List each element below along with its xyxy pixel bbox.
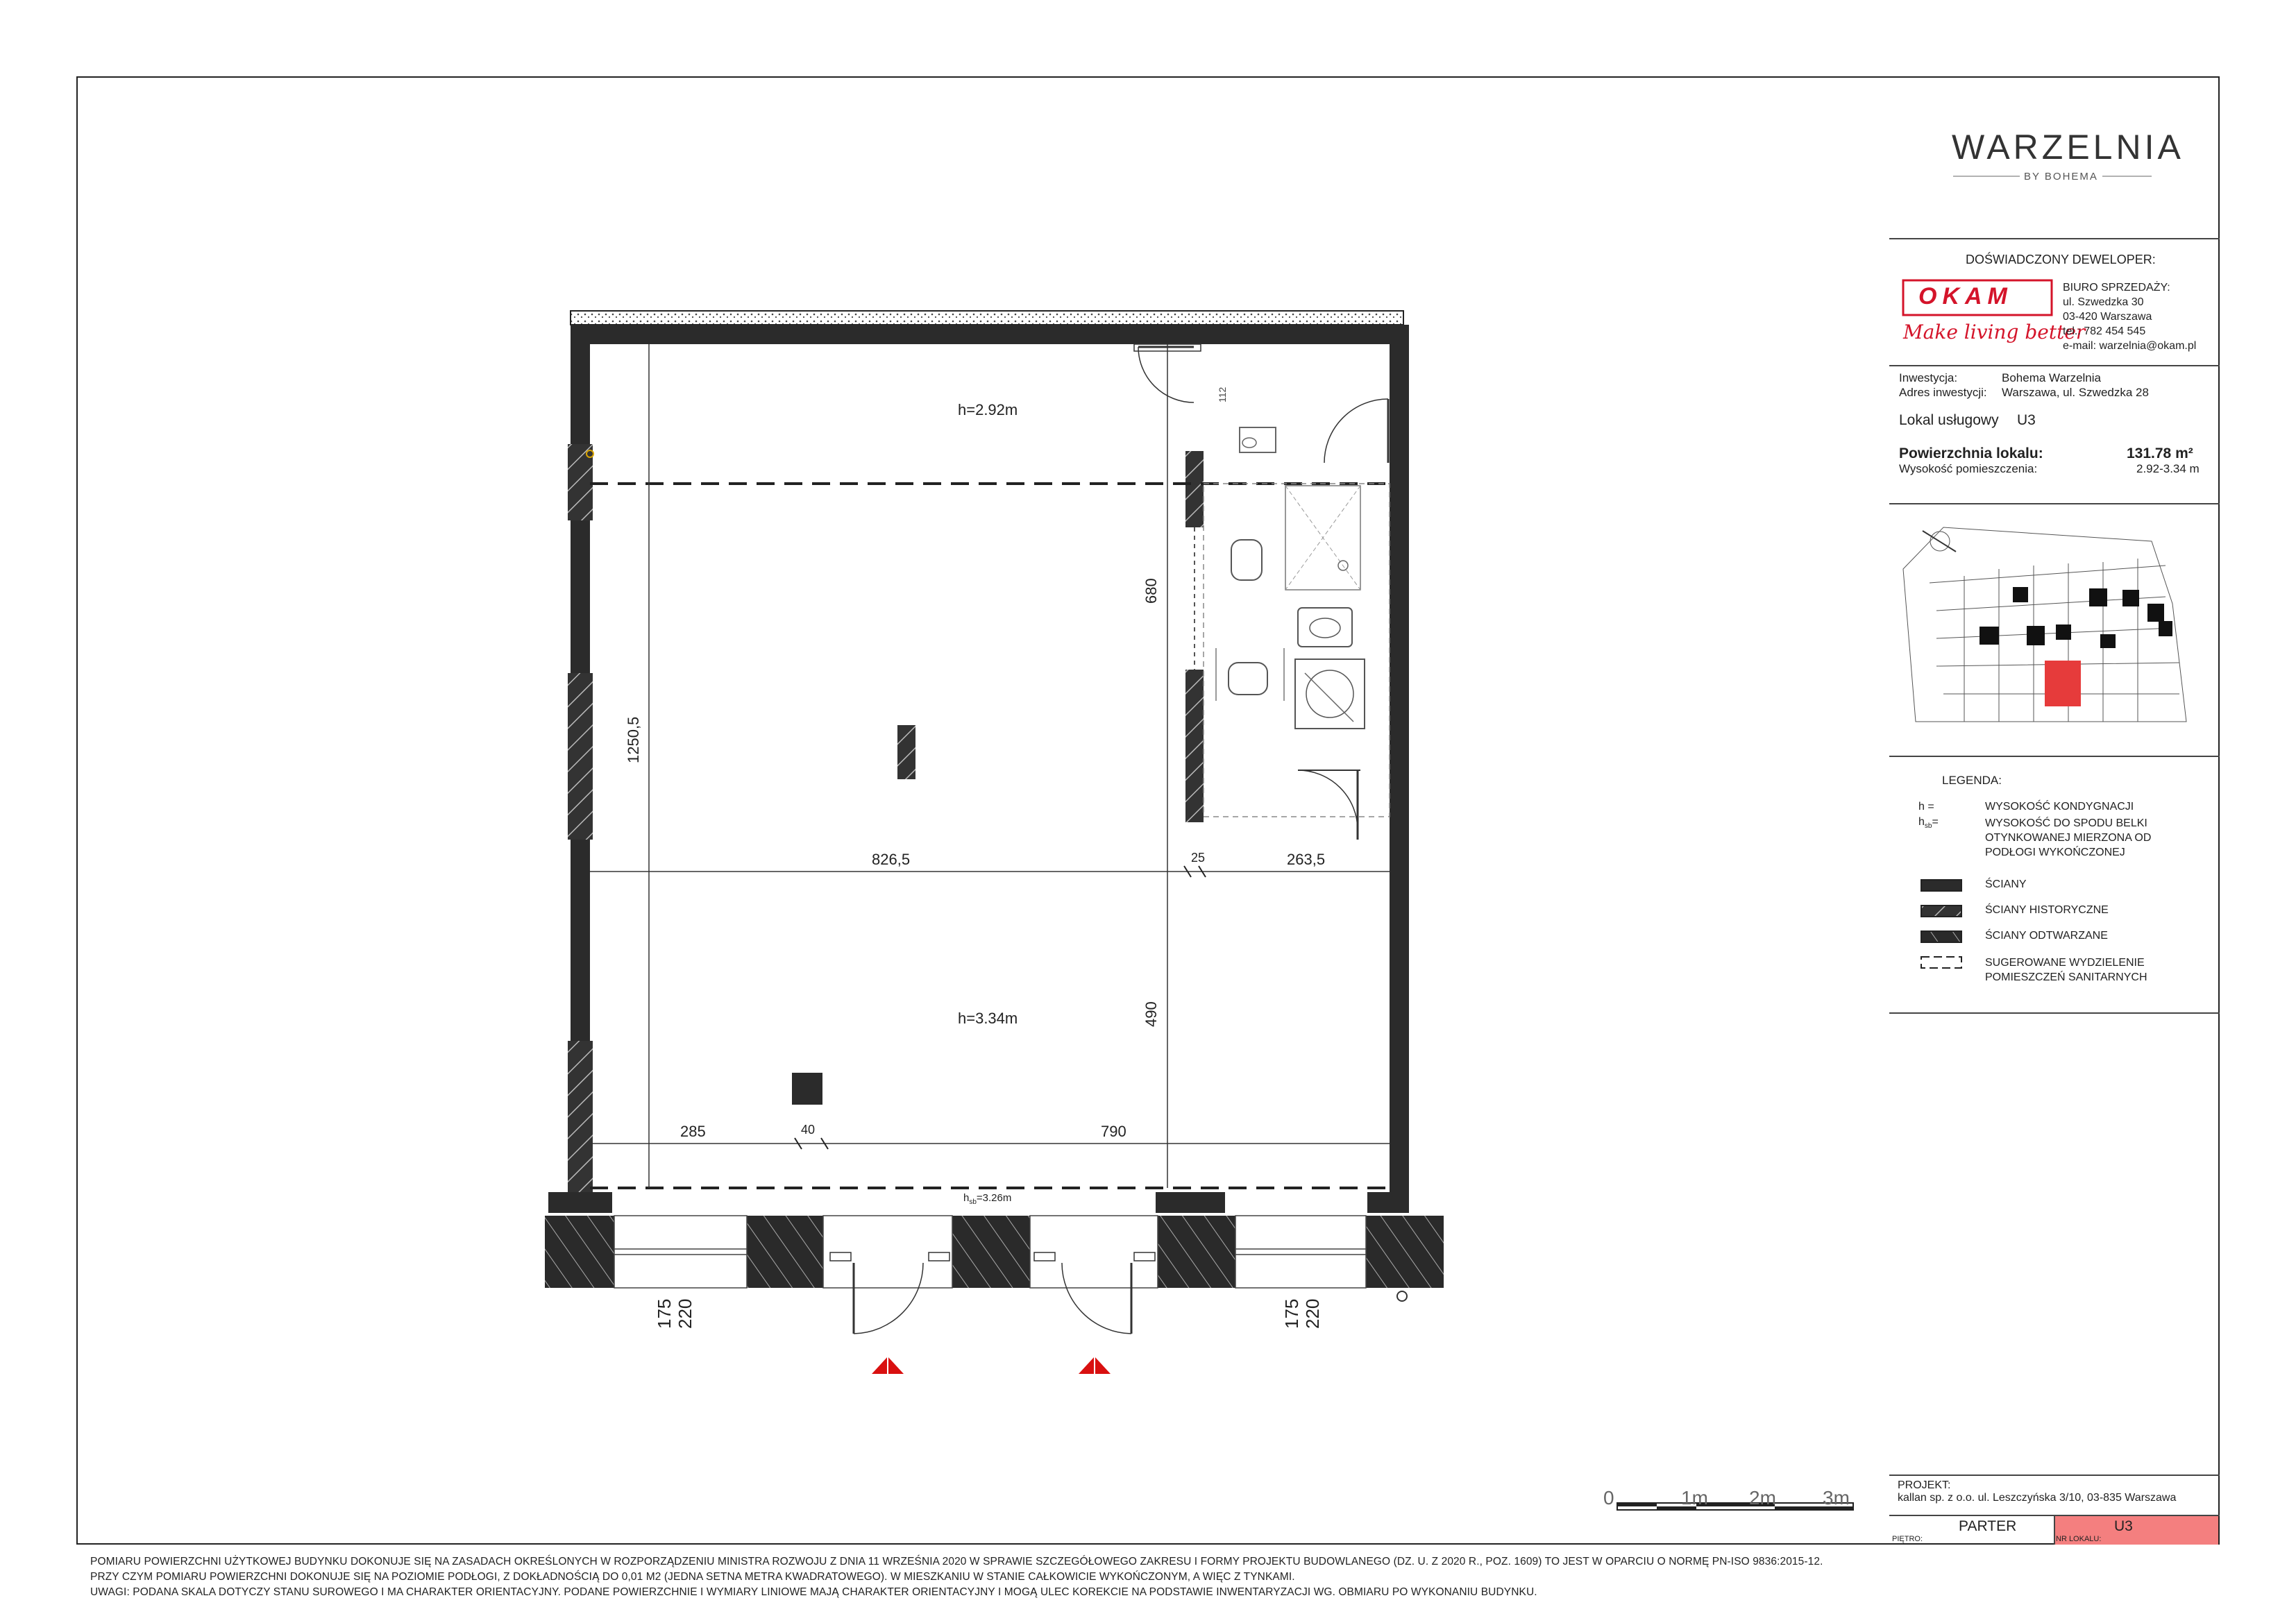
- washbasin-upper: [1240, 427, 1276, 452]
- wc-lower: [1229, 663, 1267, 695]
- room-height-lower: h=3.34m: [958, 1010, 1018, 1027]
- okam-logo: OKAM: [1918, 283, 2013, 309]
- area-value: 131.78 m²: [2127, 445, 2193, 461]
- legend-walls: ŚCIANY: [1985, 878, 2027, 890]
- dim-826: 826,5: [872, 851, 911, 868]
- project-value: kallan sp. z o.o. ul. Leszczyńska 3/10, 03-835 Warszawa: [1898, 1492, 2177, 1504]
- bath-partition-wall-2: [1185, 670, 1204, 822]
- legend-sanitary: SUGEROWANE WYDZIELENIE POMIESZCZEŃ SANITARNYCH: [1985, 957, 2147, 983]
- height-value: 2.92-3.34 m: [2136, 462, 2200, 475]
- floor-label: PIĘTRO:: [1892, 1535, 1923, 1543]
- dim-790: 790: [1101, 1123, 1126, 1140]
- okam-slogan: Make living better: [1903, 321, 2086, 343]
- investment-value: Bohema Warzelnia: [2002, 371, 2101, 384]
- column-upper: [897, 725, 915, 779]
- top-wall-strip: [571, 311, 1403, 325]
- developer-heading: DOŚWIADCZONY DEWELOPER:: [1966, 253, 2156, 266]
- bohema-sub: BY BOHEMA: [2020, 171, 2102, 182]
- dim-25: 25: [1191, 851, 1206, 865]
- unit-id: U3: [2017, 412, 2036, 428]
- legend-walls-exposed: ŚCIANY ODTWARZANE: [1985, 930, 2108, 942]
- legend-title: LEGENDA:: [1942, 774, 2002, 787]
- dim-220-left: 220: [675, 1298, 695, 1329]
- door-swing-shower: [1324, 399, 1388, 463]
- facade-cap-left: [548, 1192, 612, 1213]
- legend-hsb-key: $h_{sb}=$: [1918, 816, 1939, 831]
- floor-value: PARTER: [1959, 1518, 2017, 1534]
- facade-pier-3: [952, 1216, 1030, 1288]
- top-wall: [571, 325, 1403, 344]
- column-lower: [792, 1073, 822, 1105]
- address-label: Adres inwestycji:: [1899, 386, 1987, 399]
- scale-label-1m: 1m: [1681, 1487, 1708, 1509]
- door-swing-top: [1138, 347, 1194, 402]
- room-height-upper: h=2.92m: [958, 401, 1018, 418]
- key-plan-blocks: [1980, 587, 2172, 648]
- dim-285: 285: [680, 1123, 706, 1140]
- door-swing-wc: [1298, 770, 1358, 830]
- wc-upper: [1231, 540, 1262, 580]
- dim-263: 263,5: [1287, 851, 1326, 868]
- footer-notes: [90, 1554, 1823, 1600]
- unit-number-value: U3: [2114, 1518, 2133, 1534]
- facade-pier-2: [747, 1216, 823, 1288]
- dim-112: 112: [1217, 386, 1228, 402]
- dim-220-right: 220: [1302, 1298, 1323, 1329]
- legend-h-desc: WYSOKOŚĆ KONDYGNACJI: [1985, 801, 2134, 813]
- area-label: Powierzchnia lokalu:: [1899, 445, 2043, 461]
- note-3: UWAGI: PODANA SKALA DOTYCZY STANU SUROWEGO I MA CHARAKTER ORIENTACYJNY. PODANE POWIERZCHNIE I WYMIARY LINIOWE MAJĄ CHARAKTER ORIENTACYJNY I MOGĄ ULEC KOREKCIE NA PODSTAWIE INWENTARYZACJI WG. OBMIARU PO WYKONANIU BUDYNKU.: [90, 1586, 1537, 1598]
- legend-walls-hist: ŚCIANY HISTORYCZNE: [1985, 904, 2109, 916]
- wheelchair-space: [1295, 659, 1365, 729]
- dim-680: 680: [1142, 578, 1160, 604]
- left-wall-pilaster-2: [568, 673, 593, 840]
- dim-175-left: 175: [654, 1298, 675, 1329]
- note-2: PRZY CZYM POMIARU POWIERZCHNI DOKONUJE SIĘ NA POZIOMIE PODŁOGI, Z DOKŁADNOŚCIĄ DO 0,01 M2 (JEDNA SETNA METRA KWADRATOWEGO). W MIESZKANIU W STANIE CAŁKOWICIE WYKOŃCZONYM, A WIĘC Z TYNKAMI.: [90, 1571, 1295, 1583]
- key-plan-unit: [2045, 661, 2081, 706]
- unit-number-label: NR LOKALU:: [2056, 1535, 2102, 1543]
- dim-490: 490: [1142, 1001, 1160, 1027]
- height-label: Wysokość pomieszczenia:: [1899, 462, 2038, 475]
- facade-pier-1: [545, 1216, 614, 1288]
- address-value: Warszawa, ul. Szwedzka 28: [2002, 386, 2149, 399]
- bathroom-outline: [1204, 484, 1390, 817]
- bath-partition-wall: [1185, 451, 1204, 527]
- scale-label-3m: 3m: [1823, 1487, 1850, 1509]
- washbasin-lower: [1298, 608, 1352, 647]
- facade-cap-right: [1156, 1192, 1225, 1213]
- scale-label-2m: 2m: [1749, 1487, 1776, 1509]
- scale-bar: [1617, 1503, 1853, 1510]
- beam-height-label: $h_{sb}=3.26m$: [963, 1192, 1012, 1206]
- dim-40: 40: [801, 1123, 816, 1137]
- legend-hsb-desc: WYSOKOŚĆ DO SPODU BELKI OTYNKOWANEJ MIERZONA OD PODŁOGI WYKOŃCZONEJ: [1985, 817, 2152, 858]
- facade-cap-right2: [1367, 1192, 1409, 1213]
- facade-pier-5: [1366, 1216, 1444, 1288]
- sales-office: BIURO SPRZEDAŻY: ul. Szwedzka 30 03-420 Warszawa tel.: 782 454 545 e-mail: warzelnia@okam.pl: [2063, 282, 2197, 352]
- scale-label-0: 0: [1603, 1487, 1614, 1509]
- facade-pier-4: [1158, 1216, 1235, 1288]
- unit-type: Lokal usługowy: [1899, 412, 1999, 428]
- dim-1250: 1250,5: [625, 716, 642, 763]
- left-wall-pilaster-3: [568, 1041, 593, 1193]
- legend-h-key: h =: [1918, 801, 1934, 813]
- investment-label: Inwestycja:: [1899, 371, 1958, 384]
- project-label: PROJEKT:: [1898, 1479, 1951, 1491]
- note-1: POMIARU POWIERZCHNI UŻYTKOWEJ BUDYNKU DOKONUJE SIĘ NA ZASADACH OKREŚLONYCH W ROZPORZĄDZENIU MINISTRA ROZWOJU Z DNIA 11 WRZEŚNIA 2020 W SPRAWIE SZCZEGÓŁOWEGO ZAKRESU I FORMY PROJEKTU BUDOWLANEGO (DZ. U. Z 2020 R., POZ. 1609) TO JEST W OPARCIU O NORMĘ PN-ISO 9836:2015-12.: [90, 1556, 1823, 1567]
- warzelnia-logo: WARZELNIA: [1952, 128, 2184, 167]
- left-wall-pilaster-1: [568, 444, 593, 520]
- right-wall: [1390, 325, 1409, 1213]
- dim-175-right: 175: [1281, 1298, 1302, 1329]
